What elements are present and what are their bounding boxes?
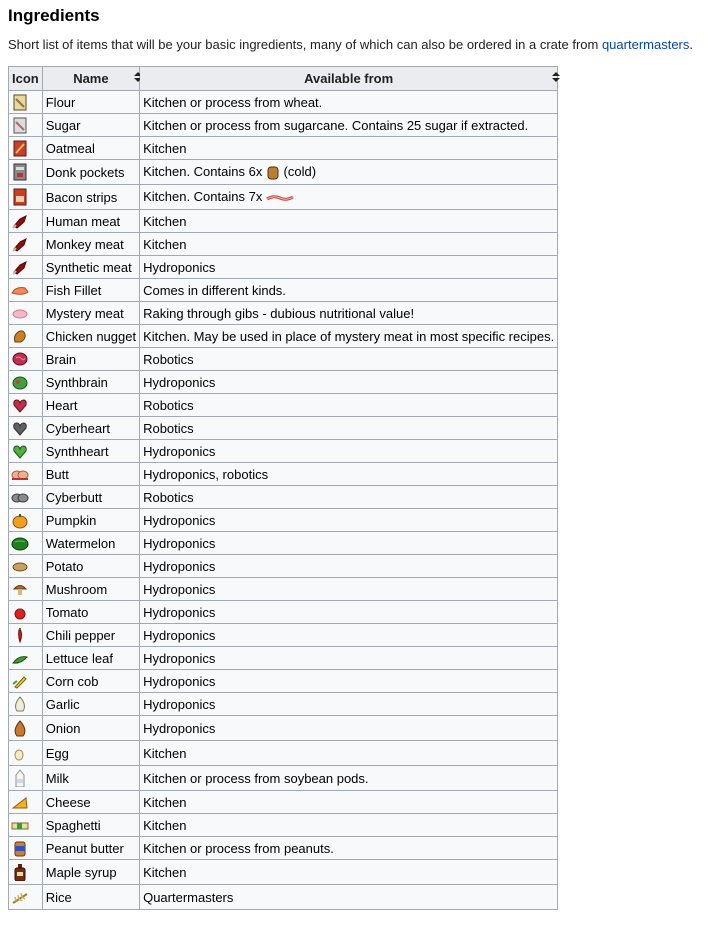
available-text: Kitchen <box>143 213 187 229</box>
icon-cell <box>9 860 43 885</box>
table-row <box>9 716 558 741</box>
rice-stalk-icon <box>11 888 29 906</box>
chicken-nugget-icon <box>11 327 29 345</box>
table-row <box>9 233 558 256</box>
fish-fillet-icon <box>11 281 29 299</box>
icon-cell <box>9 885 43 910</box>
available-cell <box>140 741 558 766</box>
icon-cell <box>9 417 43 440</box>
name-cell: Garlic <box>42 693 139 716</box>
available-cell <box>140 256 558 279</box>
table-row <box>9 693 558 716</box>
available-cell <box>140 348 558 371</box>
heart-icon <box>11 396 29 414</box>
potato-icon <box>11 557 29 575</box>
table-row <box>9 160 558 185</box>
icon-cell <box>9 624 43 647</box>
icon-cell <box>9 578 43 601</box>
name-cell: Corn cob <box>42 670 139 693</box>
icon-cell <box>9 371 43 394</box>
available-text: Hydroponics <box>143 558 216 574</box>
icon-cell <box>9 647 43 670</box>
table-row <box>9 279 558 302</box>
available-cell <box>140 486 558 509</box>
name-cell: Monkey meat <box>42 233 139 256</box>
lettuce-leaf-icon <box>11 649 29 667</box>
name-cell: Fish Fillet <box>42 279 139 302</box>
name-cell: Synthbrain <box>42 371 139 394</box>
available-cell <box>140 233 558 256</box>
available-text: Kitchen or process from sugarcane. Contains 25 sugar if extracted. <box>143 117 529 133</box>
meat-icon <box>11 235 29 253</box>
flour-bag-icon <box>11 93 29 111</box>
available-cell <box>140 814 558 837</box>
cyberbutt-icon <box>11 488 29 506</box>
available-cell <box>140 885 558 910</box>
icon-cell <box>9 394 43 417</box>
icon-cell <box>9 185 43 210</box>
brain-icon <box>11 350 29 368</box>
table-row <box>9 647 558 670</box>
name-cell: Cyberbutt <box>42 486 139 509</box>
name-cell: Synthheart <box>42 440 139 463</box>
icon-cell <box>9 91 43 114</box>
spaghetti-icon <box>11 816 29 834</box>
available-text: Kitchen <box>143 817 187 833</box>
table-row <box>9 486 558 509</box>
available-cell <box>140 463 558 486</box>
available-cell <box>140 394 558 417</box>
icon-cell <box>9 325 43 348</box>
synthheart-icon <box>11 442 29 460</box>
mushroom-icon <box>11 580 29 598</box>
icon-cell <box>9 256 43 279</box>
available-column-header[interactable] <box>140 67 558 91</box>
icon-cell <box>9 114 43 137</box>
available-text: Kitchen. May be used in place of mystery meat in most specific recipes. <box>143 328 555 344</box>
bacon-box-icon <box>11 188 29 206</box>
ingredients-table <box>8 66 558 910</box>
available-cell <box>140 693 558 716</box>
icon-cell <box>9 837 43 860</box>
name-cell: Pumpkin <box>42 509 139 532</box>
available-cell <box>140 532 558 555</box>
mystery-meat-icon <box>11 304 29 322</box>
icon-cell <box>9 791 43 814</box>
available-cell <box>140 601 558 624</box>
available-text: Hydroponics <box>143 720 216 736</box>
icon-cell <box>9 601 43 624</box>
icon-cell <box>9 766 43 791</box>
table-row <box>9 860 558 885</box>
name-cell: Cyberheart <box>42 417 139 440</box>
name-cell: Chicken nugget <box>42 325 139 348</box>
available-text: Hydroponics <box>143 443 216 459</box>
available-cell <box>140 837 558 860</box>
sugar-bag-icon <box>11 116 29 134</box>
icon-cell <box>9 555 43 578</box>
available-text: Kitchen or process from peanuts. <box>143 840 334 856</box>
available-cell <box>140 440 558 463</box>
quartermasters-link[interactable]: quartermasters <box>601 37 690 52</box>
available-text: Hydroponics <box>143 581 216 597</box>
available-text: Robotics <box>143 351 194 367</box>
available-cell <box>140 860 558 885</box>
icon-cell <box>9 741 43 766</box>
name-cell: Bacon strips <box>42 185 139 210</box>
icon-cell <box>9 693 43 716</box>
available-text: Hydroponics, robotics <box>143 466 269 482</box>
page-heading: Ingredients <box>8 6 100 25</box>
icon-column-header: Icon <box>9 67 43 91</box>
icon-cell <box>9 233 43 256</box>
available-cell <box>140 509 558 532</box>
milk-carton-icon <box>11 769 29 787</box>
available-text: Kitchen <box>143 236 187 252</box>
available-cell <box>140 302 558 325</box>
available-text: Robotics <box>143 489 194 505</box>
icon-cell <box>9 210 43 233</box>
available-text: Hydroponics <box>143 604 216 620</box>
available-cell <box>140 185 558 210</box>
table-row <box>9 532 558 555</box>
egg-icon <box>11 744 29 762</box>
garlic-icon <box>11 695 29 713</box>
corn-cob-icon <box>11 672 29 690</box>
cyberheart-icon <box>11 419 29 437</box>
available-text: Hydroponics <box>143 627 216 643</box>
watermelon-icon <box>11 534 29 552</box>
table-row <box>9 624 558 647</box>
name-cell: Rice <box>42 885 139 910</box>
table-row <box>9 114 558 137</box>
table-row <box>9 463 558 486</box>
available-text: Quartermasters <box>143 889 234 905</box>
name-cell: Maple syrup <box>42 860 139 885</box>
table-row <box>9 302 558 325</box>
peanut-butter-jar-icon <box>11 839 29 857</box>
name-cell: Sugar <box>42 114 139 137</box>
table-row <box>9 509 558 532</box>
name-cell: Peanut butter <box>42 837 139 860</box>
available-text: Hydroponics <box>143 696 216 712</box>
available-text: Hydroponics <box>143 650 216 666</box>
available-text: Kitchen <box>143 864 187 880</box>
butt-icon <box>11 465 29 483</box>
available-cell <box>140 325 558 348</box>
available-text: Hydroponics <box>143 259 216 275</box>
available-cell <box>140 716 558 741</box>
table-row <box>9 766 558 791</box>
intro-body: Short list of items that will be your basic ingredients, many of which can also be ordered in a crate from <box>8 37 602 52</box>
meat-icon <box>11 212 29 230</box>
table-row <box>9 814 558 837</box>
name-cell: Mushroom <box>42 578 139 601</box>
table-row <box>9 837 558 860</box>
name-cell: Chili pepper <box>42 624 139 647</box>
available-text: Kitchen or process from soybean pods. <box>143 770 369 786</box>
name-cell: Milk <box>42 766 139 791</box>
tomato-icon <box>11 603 29 621</box>
icon-cell <box>9 716 43 741</box>
name-cell: Onion <box>42 716 139 741</box>
name-cell: Lettuce leaf <box>42 647 139 670</box>
icon-cell <box>9 670 43 693</box>
available-cell <box>140 210 558 233</box>
available-text: Comes in different kinds. <box>143 282 286 298</box>
table-row <box>9 371 558 394</box>
available-cell <box>140 647 558 670</box>
available-cell <box>140 766 558 791</box>
available-cell <box>140 160 558 185</box>
available-cell <box>140 137 558 160</box>
available-text: Hydroponics <box>143 512 216 528</box>
maple-syrup-bottle-icon <box>11 863 29 881</box>
available-text: Kitchen <box>143 745 187 761</box>
available-cell <box>140 91 558 114</box>
table-header-row <box>9 67 558 91</box>
icon-cell <box>9 279 43 302</box>
available-text: Kitchen <box>143 794 187 810</box>
available-text: Robotics <box>143 420 194 436</box>
available-cell <box>140 670 558 693</box>
available-text: Hydroponics <box>143 535 216 551</box>
name-cell: Human meat <box>42 210 139 233</box>
table-row <box>9 440 558 463</box>
name-cell: Tomato <box>42 601 139 624</box>
name-cell: Butt <box>42 463 139 486</box>
donk-pockets-box-icon <box>11 163 29 181</box>
table-row <box>9 601 558 624</box>
name-cell: Heart <box>42 394 139 417</box>
name-cell: Donk pockets <box>42 160 139 185</box>
table-row <box>9 670 558 693</box>
available-text: Kitchen. Contains 6x <box>143 163 266 179</box>
available-cell <box>140 114 558 137</box>
table-row <box>9 137 558 160</box>
icon-cell <box>9 532 43 555</box>
available-text: Kitchen <box>143 140 187 156</box>
table-row <box>9 578 558 601</box>
table-row <box>9 325 558 348</box>
table-row <box>9 256 558 279</box>
onion-icon <box>11 719 29 737</box>
icon-cell <box>9 160 43 185</box>
table-body <box>9 91 558 910</box>
name-cell: Synthetic meat <box>42 256 139 279</box>
available-cell <box>140 578 558 601</box>
name-header-label: Name <box>73 71 109 86</box>
icon-cell <box>9 440 43 463</box>
name-cell: Egg <box>42 741 139 766</box>
name-cell: Cheese <box>42 791 139 814</box>
icon-cell <box>9 814 43 837</box>
donk-pocket-icon <box>266 164 280 180</box>
icon-cell <box>9 463 43 486</box>
icon-cell <box>9 137 43 160</box>
available-suffix: (cold) <box>279 163 317 179</box>
available-text: Hydroponics <box>143 673 216 689</box>
synthbrain-icon <box>11 373 29 391</box>
available-text: Kitchen. Contains 7x <box>143 188 266 204</box>
table-row <box>9 394 558 417</box>
available-cell <box>140 555 558 578</box>
available-text: Raking through gibs - dubious nutritional value! <box>143 305 415 321</box>
pumpkin-icon <box>11 511 29 529</box>
icon-cell <box>9 302 43 325</box>
icon-cell <box>9 509 43 532</box>
bacon-strip-icon <box>266 189 294 205</box>
name-cell: Spaghetti <box>42 814 139 837</box>
intro-text <box>8 37 693 52</box>
available-header-label: Available from <box>304 71 394 86</box>
name-cell: Brain <box>42 348 139 371</box>
table-row <box>9 348 558 371</box>
icon-cell <box>9 486 43 509</box>
table-row <box>9 555 558 578</box>
available-cell <box>140 624 558 647</box>
available-cell <box>140 417 558 440</box>
cheese-icon <box>11 793 29 811</box>
name-cell: Oatmeal <box>42 137 139 160</box>
meat-icon <box>11 258 29 276</box>
available-text: Hydroponics <box>143 374 216 390</box>
table-row <box>9 417 558 440</box>
table-row <box>9 741 558 766</box>
available-cell <box>140 279 558 302</box>
name-cell: Potato <box>42 555 139 578</box>
table-row <box>9 791 558 814</box>
table-row <box>9 885 558 910</box>
name-column-header[interactable] <box>42 67 139 91</box>
table-row <box>9 91 558 114</box>
available-text: Robotics <box>143 397 194 413</box>
oatmeal-box-icon <box>11 139 29 157</box>
table-row <box>9 210 558 233</box>
name-cell: Mystery meat <box>42 302 139 325</box>
chili-pepper-icon <box>11 626 29 644</box>
name-cell: Watermelon <box>42 532 139 555</box>
table-row <box>9 185 558 210</box>
available-text: Kitchen or process from wheat. <box>143 94 323 110</box>
intro-end: . <box>689 37 693 52</box>
available-cell <box>140 371 558 394</box>
icon-cell <box>9 348 43 371</box>
name-cell: Flour <box>42 91 139 114</box>
available-cell <box>140 791 558 814</box>
